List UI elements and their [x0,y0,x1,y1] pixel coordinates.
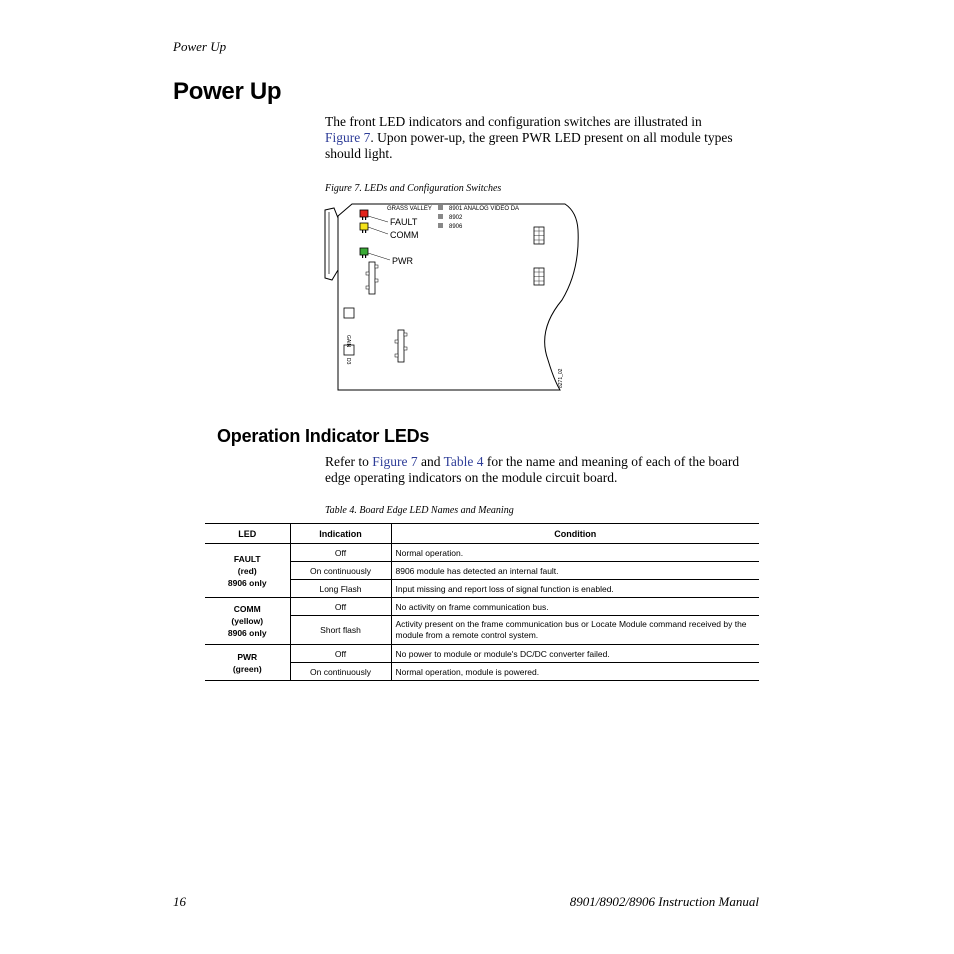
ejector-handle [325,208,338,280]
pwr-label: PWR [392,256,413,266]
indication-cell: Off [290,598,391,616]
header-indication: Indication [290,524,391,544]
led-name-cell: COMM (yellow) 8906 only [205,598,290,645]
figure-link[interactable]: Figure 7 [325,130,371,145]
board-figure [322,200,582,400]
indication-cell: Short flash [290,616,391,645]
table-header-row [205,524,759,544]
jumper-header-2 [534,268,544,285]
intro-text: . Upon power-up, the green PWR LED present on all module types [370,130,733,145]
section-paragraph [325,454,765,486]
table-row [205,645,759,663]
indication-cell: On continuously [290,562,391,580]
led-name-cell: PWR (green) [205,645,290,681]
brand-label: GRASS VALLEY [387,206,432,212]
model-line: 8901 ANALOG VIDEO DA [449,206,520,212]
jumper-header-1 [534,227,544,244]
gain-pot [344,308,354,318]
pwr-led [360,248,368,255]
indication-cell: Off [290,544,391,562]
page-title: Power Up [173,78,282,105]
header-condition: Condition [391,524,759,544]
table-row [205,544,759,562]
running-head: Power Up [173,39,227,54]
intro-paragraph [325,114,765,162]
condition-cell: Normal operation, module is powered. [391,663,759,681]
intro-text: The front LED indicators and configuration switches are illustrated in [325,114,702,129]
model-line: 8906 [449,224,463,230]
section-text: edge operating indicators on the module circuit board. [325,470,618,485]
intro-text: should light. [325,146,393,161]
table-row [205,598,759,616]
table-caption: Table 4. Board Edge LED Names and Meaning [325,505,514,516]
section-text: and [417,454,444,469]
section-heading: Operation Indicator LEDs [217,426,430,446]
condition-cell: Activity present on the frame communication bus or Locate Module command received by the module from a remote control system. [391,616,759,645]
fault-label: FAULT [390,217,418,227]
condition-cell: Normal operation. [391,544,759,562]
page-number: 16 [173,894,186,909]
model-square-icon [438,205,443,210]
indication-cell: Long Flash [290,580,391,598]
section-text: Refer to [325,454,373,469]
condition-cell: No activity on frame communication bus. [391,598,759,616]
model-square-icon [438,214,443,219]
header-led: LED [205,524,290,544]
indication-cell: Off [290,645,391,663]
fault-led [360,210,368,217]
table-link[interactable]: Table 4 [443,454,484,469]
figure-caption: Figure 7. LEDs and Configuration Switches [325,183,502,194]
condition-cell: Input missing and report loss of signal function is enabled. [391,580,759,598]
condition-cell: No power to module or module's DC/DC converter failed. [391,645,759,663]
figure-link[interactable]: Figure 7 [372,454,418,469]
condition-cell: 8906 module has detected an internal fault. [391,562,759,580]
comm-label: COMM [390,230,419,240]
led-table [205,523,759,681]
comm-led [360,223,368,230]
model-square-icon [438,223,443,228]
model-line: 8902 [449,215,463,221]
led-name-cell: FAULT (red) 8906 only [205,544,290,598]
manual-title: 8901/8902/8906 Instruction Manual [569,894,759,909]
indication-cell: On continuously [290,663,391,681]
figure-ref-code: 8271_02 [558,368,564,388]
gain-label: GAIN [345,335,351,348]
d3-label: D3 [345,358,351,365]
circuit-board-illustration [322,200,582,395]
section-text: for the name and meaning of each of the board [483,454,740,469]
